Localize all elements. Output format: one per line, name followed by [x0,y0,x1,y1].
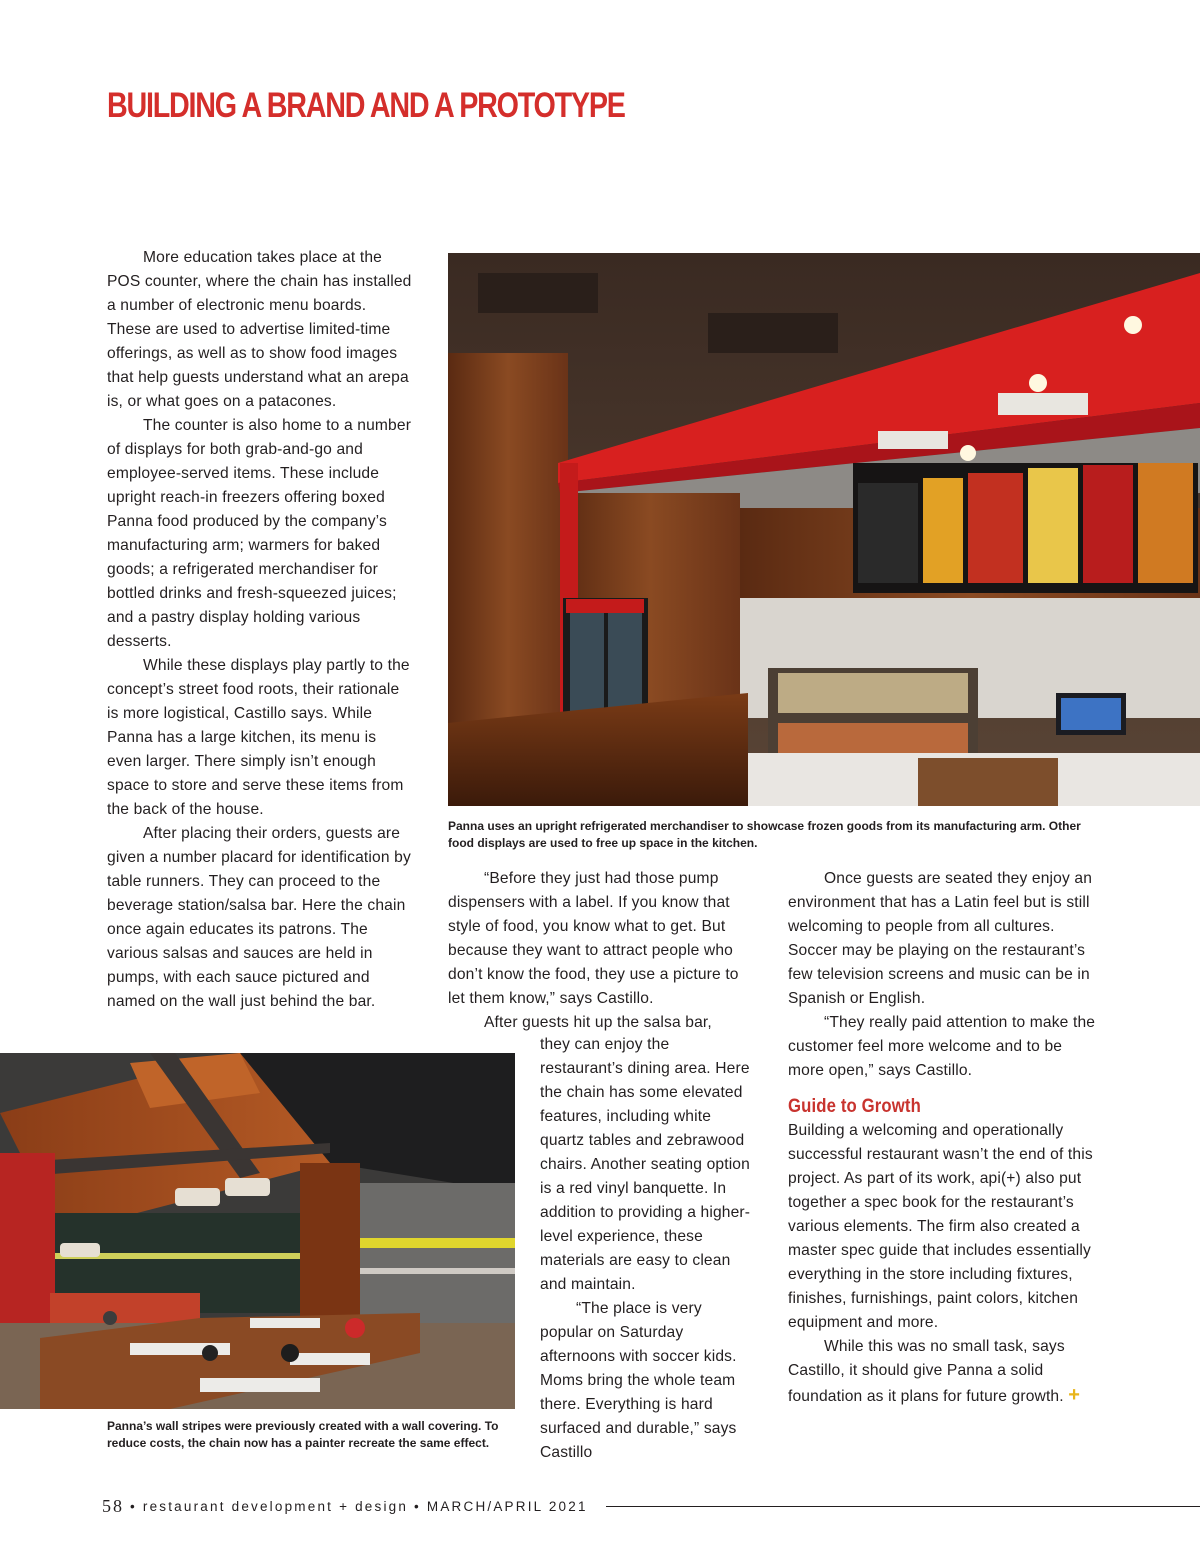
paragraph: “Before they just had those pump dispensers with a label. If you know that style of food, you know what to get. But because they want to attract people who don’t know the food, they use a picture to let them know,” says Castillo. [448,870,739,1007]
page-number: 58 [102,1495,124,1516]
page-footer [102,1494,1200,1518]
paragraph: they can enjoy the restaurant’s dining area. Here the chain has some elevated features, including white quartz tables and zebrawood chairs. Another seating option is a red vinyl banquette. In addition to providing a higher-level experience, these materials are easy to clean and maintain. [540,1036,751,1293]
end-mark-icon: + [1068,1384,1081,1406]
column-middle-wrap [540,1033,754,1465]
paragraph: More education takes place at the POS counter, where the chain has installed a number of electronic menu boards. These are used to advertise limited-time offerings, as well as to show food images that help guests understand what an arepa is, or what goes on a patacones. [107,249,412,410]
subhead: Guide to Growth [788,1096,921,1117]
headline: BUILDING A BRAND AND A PROTOTYPE [107,86,625,125]
column-middle [448,867,752,1035]
paragraph: After guests hit up the salsa bar, [484,1014,712,1031]
paragraph: “The place is very popular on Saturday afternoons with soccer kids. Moms bring the whole team there. Everything is hard surfaced and durable,” says Castillo [540,1300,737,1461]
column-right [788,867,1100,1409]
column-left [107,246,413,1014]
counter-photo [448,253,1200,806]
footer-rule [606,1506,1200,1507]
final-paragraph-text: While this was no small task, says Castillo, it should give Panna a solid foundation as it plans for future growth. [788,1338,1065,1405]
paragraph: The counter is also home to a number of displays for both grab-and-go and employee-served items. These include upright reach-in freezers offering boxed Panna food produced by the company’s manufacturing arm; warmers for baked goods; a refrigerated merchandiser for bottled drinks and fresh-squeezed juices; and a pastry display holding various desserts. [107,417,412,650]
paragraph: Building a welcoming and operationally successful restaurant wasn’t the end of this project. As part of its work, api(+) also put together a spec book for the restaurant’s various elements. The firm also created a master spec guide that includes essentially everything in the store including fixtures, finishes, furnishings, paint colors, kitchen equipment and more. [788,1122,1093,1331]
final-paragraph [788,1335,1100,1409]
photo-caption-bottom: Panna’s wall stripes were previously created with a wall covering. To reduce costs, the chain now has a painter recreate the same effect. [107,1419,499,1450]
paragraph: “They really paid attention to make the customer feel more welcome and to be more open,” says Castillo. [788,1014,1096,1079]
paragraph: While these displays play partly to the concept’s street food roots, their rationale is more logistical, Castillo says. While Panna has a large kitchen, its menu is even larger. There simply isn’t enough space to store and serve these items from the back of the house. [107,657,410,818]
paragraph: After placing their orders, guests are given a number placard for identification by table runners. They can proceed to the beverage station/salsa bar. Here the chain once again educates its patrons. The various salsas and sauces are held in pumps, with each sauce pictured and named on the wall just behind the bar. [107,825,411,1010]
paragraph: Once guests are seated they enjoy an environment that has a Latin feel but is still welcoming to people from all cultures. Soccer may be playing on the restaurant’s few television screens and music can be in Spanish or English. [788,870,1093,1007]
dining-photo [0,1053,515,1409]
publication-line: • restaurant development + design • MARCH/APRIL 2021 [130,1498,588,1514]
photo-caption-top: Panna uses an upright refrigerated merchandiser to showcase frozen goods from its manufacturing arm. Other food displays are used to free up space in the kitchen. [448,819,1081,850]
